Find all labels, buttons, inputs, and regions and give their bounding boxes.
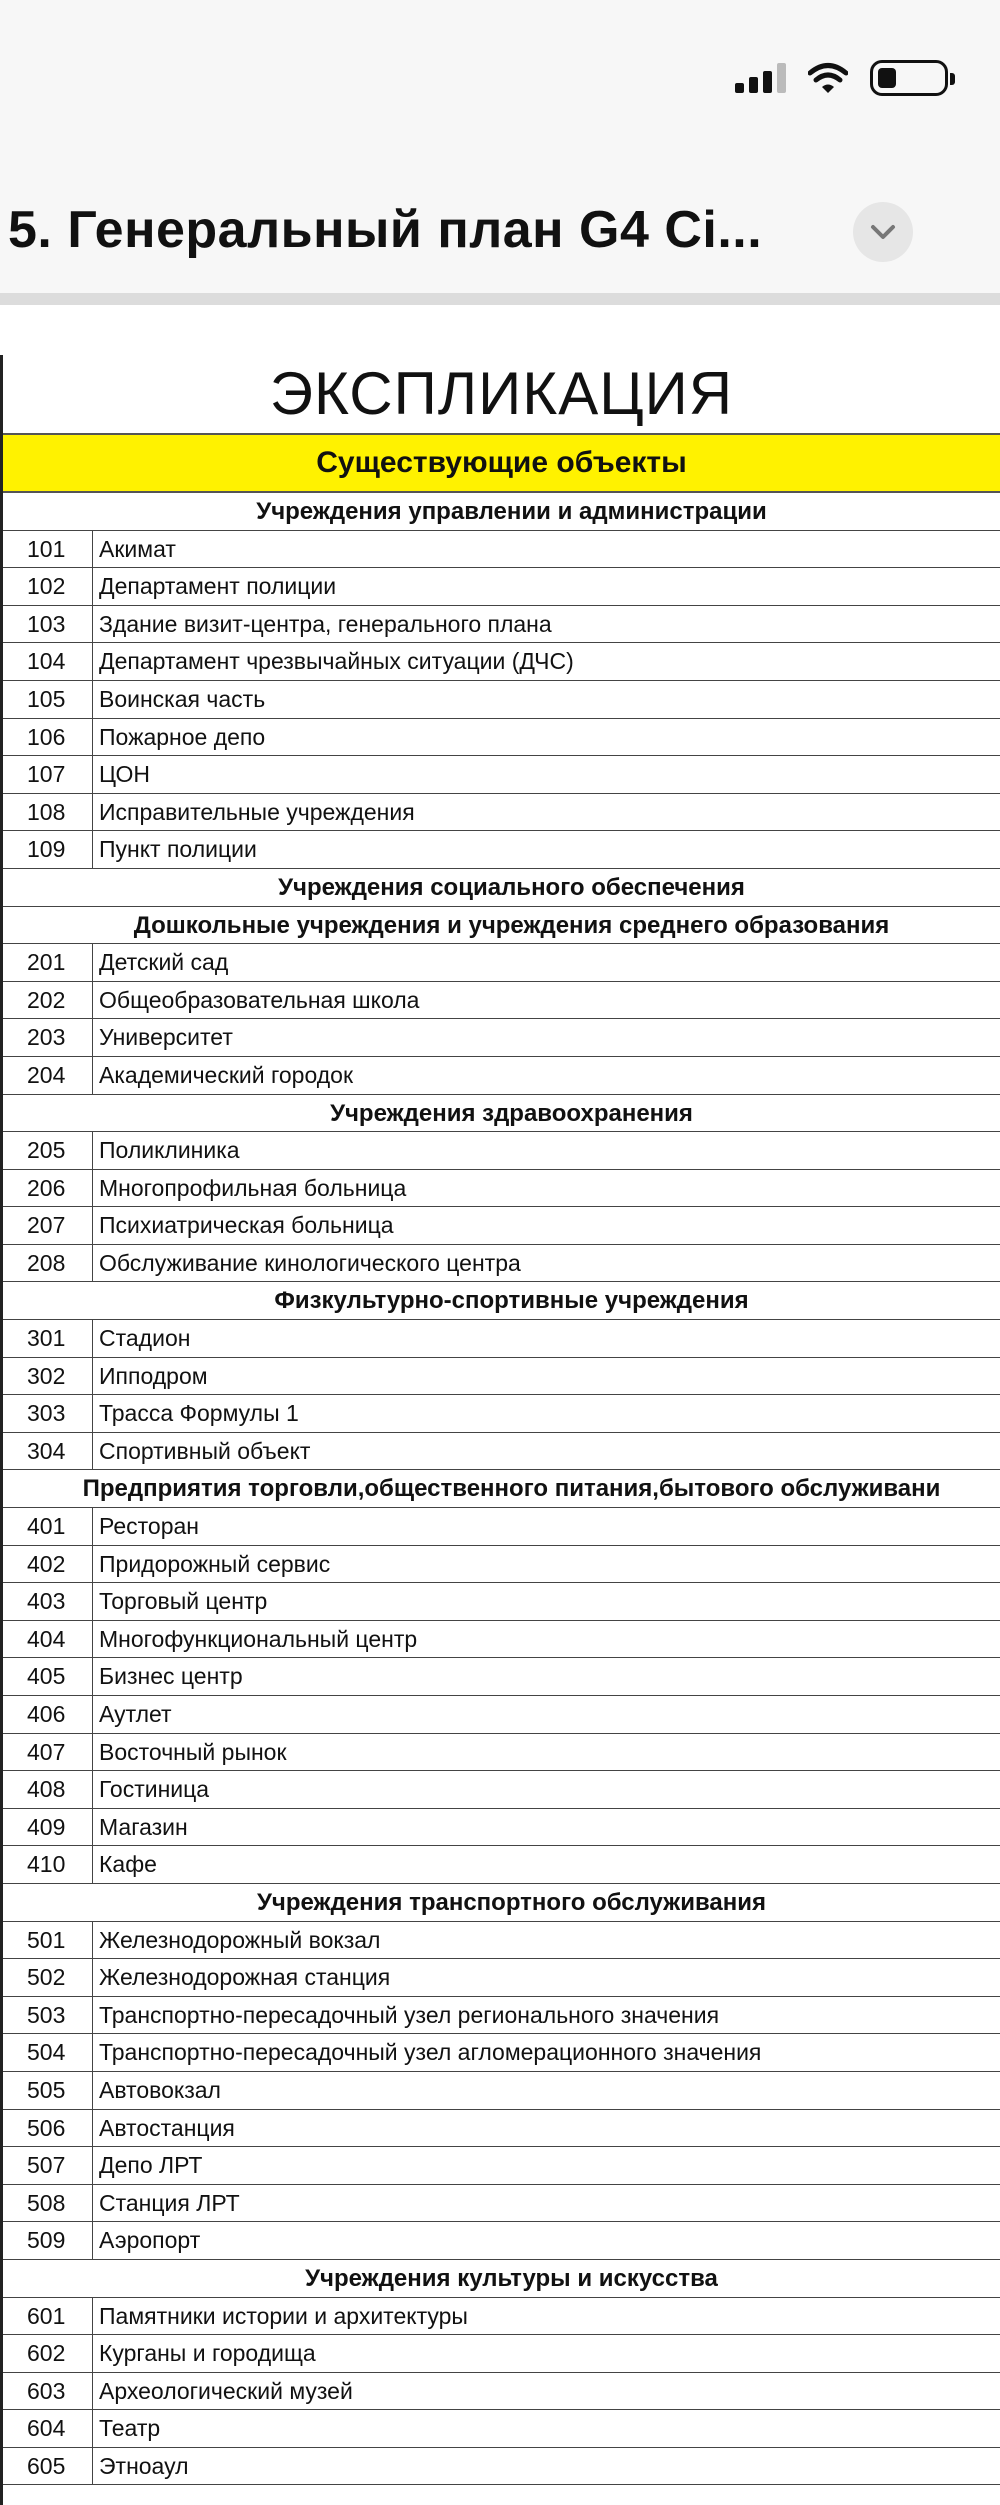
- table-row[interactable]: [3, 1997, 1000, 2035]
- row-number-cell: 206: [3, 1170, 93, 1207]
- table-row[interactable]: [3, 1320, 1000, 1358]
- table-row[interactable]: [3, 2222, 1000, 2260]
- section-header: Учреждения управлении и администрации: [3, 493, 1000, 531]
- row-number-cell: 605: [3, 2448, 93, 2485]
- status-bar: [0, 0, 1000, 160]
- section-header: Учреждения культуры и искусства: [3, 2260, 1000, 2298]
- row-number-cell: 303: [3, 1395, 93, 1432]
- row-name-cell: Театр: [99, 2415, 161, 2442]
- table-row[interactable]: [3, 1583, 1000, 1621]
- row-number-cell: 205: [3, 1132, 93, 1169]
- row-number-cell: 406: [3, 1696, 93, 1733]
- row-name-cell: Бизнес центр: [99, 1663, 243, 1690]
- row-number-cell: 107: [3, 756, 93, 793]
- row-name-cell: Стадион: [99, 1325, 191, 1352]
- row-number-cell: 204: [3, 1057, 93, 1094]
- table-row[interactable]: [3, 1809, 1000, 1847]
- table-row[interactable]: [3, 1846, 1000, 1884]
- document-title: 5. Генеральный план G4 Ci...: [8, 201, 763, 259]
- section-header: Физкультурно-спортивные учреждения: [3, 1282, 1000, 1320]
- row-name-cell: Станция ЛРТ: [99, 2189, 240, 2216]
- row-number-cell: 408: [3, 1771, 93, 1808]
- row-number-cell: 508: [3, 2185, 93, 2222]
- row-number-cell: 407: [3, 1734, 93, 1771]
- row-number-cell: 401: [3, 1508, 93, 1545]
- row-number-cell: 203: [3, 1019, 93, 1056]
- row-name-cell: Гостиница: [99, 1776, 210, 1803]
- table-row[interactable]: [3, 1734, 1000, 1772]
- row-number-cell: 507: [3, 2147, 93, 2184]
- row-number-cell: 208: [3, 1245, 93, 1282]
- row-number-cell: 601: [3, 2298, 93, 2335]
- row-number-cell: 505: [3, 2072, 93, 2109]
- section-header: Учреждения здравоохранения: [3, 1095, 1000, 1133]
- row-name-cell: Автостанция: [99, 2114, 235, 2141]
- row-name-cell: Кафе: [99, 1851, 157, 1878]
- table-row[interactable]: [3, 1546, 1000, 1584]
- row-name-cell: Железнодорожная станция: [99, 1964, 391, 1991]
- row-number-cell: 207: [3, 1207, 93, 1244]
- row-number-cell: 201: [3, 944, 93, 981]
- section-header: Дошкольные учреждения и учреждения среднего образования: [3, 907, 1000, 945]
- table-row[interactable]: [3, 1057, 1000, 1095]
- row-name-cell: Трасса Формулы 1: [99, 1400, 299, 1427]
- table-row[interactable]: [3, 1959, 1000, 1997]
- row-number-cell: 501: [3, 1922, 93, 1959]
- table-row[interactable]: [3, 1170, 1000, 1208]
- row-name-cell: Транспортно-пересадочный узел регионального значения: [99, 2001, 720, 2028]
- row-number-cell: 410: [3, 1846, 93, 1883]
- row-number-cell: 304: [3, 1433, 93, 1470]
- battery-icon: [870, 60, 948, 96]
- row-number-cell: 503: [3, 1997, 93, 2034]
- table-row[interactable]: [3, 1922, 1000, 1960]
- row-name-cell: Поликлиника: [99, 1137, 240, 1164]
- row-number-cell: 102: [3, 568, 93, 605]
- table-row[interactable]: [3, 1132, 1000, 1170]
- row-name-cell: Академический городок: [99, 1061, 354, 1088]
- table-row[interactable]: [3, 1621, 1000, 1659]
- table-row[interactable]: [3, 982, 1000, 1020]
- row-name-cell: Депо ЛРТ: [99, 2152, 203, 2179]
- row-name-cell: ЦОН: [99, 761, 151, 788]
- row-number-cell: 106: [3, 719, 93, 756]
- row-number-cell: 603: [3, 2373, 93, 2410]
- cellular-signal-icon: [735, 63, 786, 93]
- row-number-cell: 105: [3, 681, 93, 718]
- table-row[interactable]: [3, 606, 1000, 644]
- table-row[interactable]: [3, 1358, 1000, 1396]
- title-menu-button[interactable]: [853, 202, 913, 262]
- row-name-cell: Восточный рынок: [99, 1738, 287, 1765]
- row-name-cell: Обслуживание кинологического центра: [99, 1249, 521, 1276]
- row-number-cell: 101: [3, 531, 93, 568]
- table-row[interactable]: [3, 1771, 1000, 1809]
- table-row[interactable]: [3, 531, 1000, 569]
- row-name-cell: Магазин: [99, 1813, 188, 1840]
- table-row[interactable]: [3, 831, 1000, 869]
- wifi-icon: [808, 62, 848, 94]
- table-row[interactable]: [3, 756, 1000, 794]
- spreadsheet-view[interactable]: [0, 355, 1000, 2505]
- table-row[interactable]: [3, 2147, 1000, 2185]
- table-row[interactable]: [3, 1658, 1000, 1696]
- table-row[interactable]: [3, 1019, 1000, 1057]
- row-name-cell: Акимат: [99, 535, 176, 562]
- row-number-cell: 202: [3, 982, 93, 1019]
- table-row[interactable]: [3, 2110, 1000, 2148]
- table-row[interactable]: [3, 2298, 1000, 2336]
- row-name-cell: Этноаул: [99, 2452, 189, 2479]
- row-name-cell: Аэропорт: [99, 2227, 201, 2254]
- row-name-cell: Университет: [99, 1024, 233, 1051]
- table-row[interactable]: [3, 719, 1000, 757]
- table-row[interactable]: [3, 2185, 1000, 2223]
- document-header: [0, 160, 1000, 305]
- row-name-cell: Общеобразовательная школа: [99, 986, 420, 1013]
- row-name-cell: Ипподром: [99, 1362, 208, 1389]
- table-row[interactable]: [3, 944, 1000, 982]
- row-number-cell: 509: [3, 2222, 93, 2259]
- row-number-cell: 409: [3, 1809, 93, 1846]
- table-row[interactable]: [3, 1508, 1000, 1546]
- row-name-cell: Курганы и городища: [99, 2340, 316, 2367]
- row-name-cell: Придорожный сервис: [99, 1550, 331, 1577]
- row-name-cell: Ресторан: [99, 1513, 199, 1540]
- row-number-cell: 604: [3, 2410, 93, 2447]
- table-row[interactable]: [3, 1395, 1000, 1433]
- row-number-cell: 404: [3, 1621, 93, 1658]
- row-number-cell: 504: [3, 2034, 93, 2071]
- row-number-cell: 602: [3, 2335, 93, 2372]
- row-name-cell: Памятники истории и архитектуры: [99, 2302, 468, 2329]
- table-row[interactable]: [3, 794, 1000, 832]
- table-row[interactable]: [3, 1696, 1000, 1734]
- row-name-cell: Многопрофильная больница: [99, 1174, 407, 1201]
- section-header: Учреждения социального обеспечения: [3, 869, 1000, 907]
- row-number-cell: 405: [3, 1658, 93, 1695]
- row-name-cell: Здание визит-центра, генерального плана: [99, 610, 552, 637]
- table-row[interactable]: [3, 681, 1000, 719]
- table-row[interactable]: [3, 2373, 1000, 2411]
- table-row[interactable]: [3, 2448, 1000, 2486]
- table-row[interactable]: [3, 1207, 1000, 1245]
- table-row[interactable]: [3, 1433, 1000, 1471]
- row-name-cell: Пункт полиции: [99, 836, 257, 863]
- explication-table: [3, 493, 1000, 2485]
- row-number-cell: 103: [3, 606, 93, 643]
- row-name-cell: Аутлет: [99, 1701, 172, 1727]
- row-name-cell: Автовокзал: [99, 2076, 221, 2103]
- row-number-cell: 502: [3, 1959, 93, 1996]
- row-number-cell: 403: [3, 1583, 93, 1620]
- row-name-cell: Воинская часть: [99, 685, 266, 712]
- row-number-cell: 402: [3, 1546, 93, 1583]
- row-name-cell: Археологический музей: [99, 2377, 353, 2404]
- table-row[interactable]: [3, 1245, 1000, 1283]
- row-number-cell: 108: [3, 794, 93, 831]
- row-name-cell: Пожарное депо: [99, 723, 266, 750]
- existing-objects-banner: Существующие объекты: [3, 433, 1000, 493]
- table-row[interactable]: [3, 2410, 1000, 2448]
- row-name-cell: Исправительные учреждения: [99, 798, 415, 825]
- row-name-cell: Транспортно-пересадочный узел агломерационного значения: [99, 2039, 762, 2066]
- row-name-cell: Детский сад: [99, 949, 229, 976]
- row-name-cell: Департамент полиции: [99, 573, 337, 600]
- chevron-down-icon: [868, 222, 898, 242]
- row-number-cell: 506: [3, 2110, 93, 2147]
- row-name-cell: Психиатрическая больница: [99, 1212, 394, 1239]
- table-row[interactable]: [3, 2034, 1000, 2072]
- row-name-cell: Торговый центр: [99, 1588, 268, 1615]
- row-name-cell: Многофункциональный центр: [99, 1625, 418, 1652]
- table-row[interactable]: [3, 2072, 1000, 2110]
- section-header: Учреждения транспортного обслуживания: [3, 1884, 1000, 1922]
- row-number-cell: 302: [3, 1358, 93, 1395]
- row-name-cell: Спортивный объект: [99, 1437, 311, 1464]
- section-header: Предприятия торговли,общественного питания,бытового обслуживани: [3, 1470, 1000, 1508]
- status-icons: [735, 60, 948, 96]
- row-number-cell: 301: [3, 1320, 93, 1357]
- row-number-cell: 104: [3, 643, 93, 680]
- row-name-cell: Департамент чрезвычайных ситуации (ДЧС): [99, 648, 574, 675]
- row-number-cell: 109: [3, 831, 93, 868]
- sheet-title: ЭКСПЛИКАЦИЯ: [269, 360, 734, 427]
- row-name-cell: Железнодорожный вокзал: [99, 1926, 381, 1953]
- table-row[interactable]: [3, 643, 1000, 681]
- table-row[interactable]: [3, 2335, 1000, 2373]
- table-row[interactable]: [3, 568, 1000, 606]
